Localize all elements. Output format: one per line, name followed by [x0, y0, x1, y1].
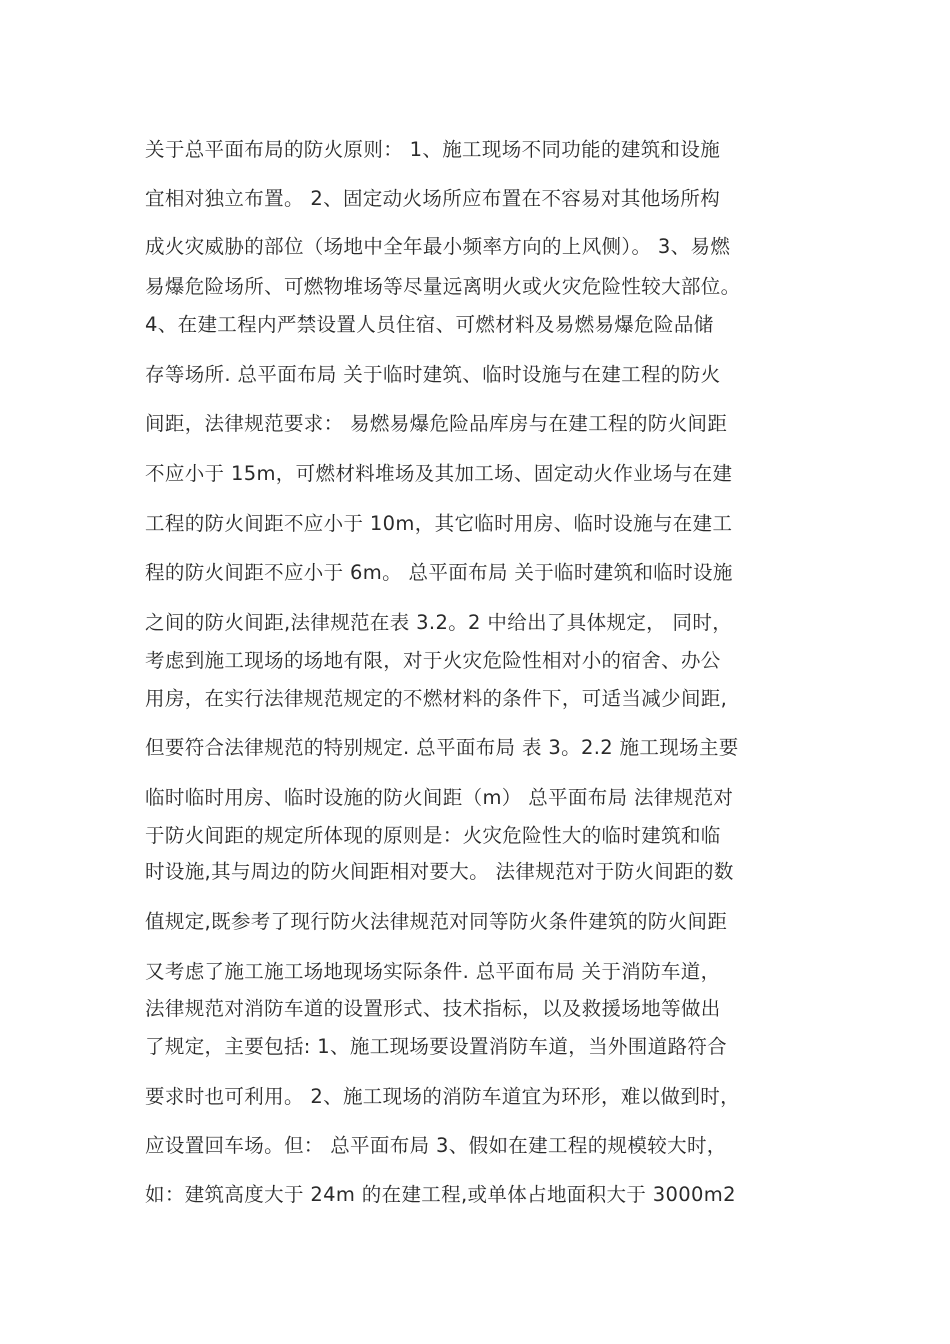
- text-line: 4、在建工程内严禁设置人员住宿、可燃材料及易燃易爆危险品储: [145, 313, 714, 336]
- text-line: 存等场所. 总平面布局 关于临时建筑、临时设施与在建工程的防火: [145, 363, 721, 386]
- text-line: 考虑到施工现场的场地有限，对于火灾危险性相对小的宿舍、办公: [145, 649, 721, 672]
- text-line: 易爆危险场所、可燃物堆场等尽量远离明火或火灾危险性较大部位。: [145, 275, 741, 298]
- text-line: 成火灾威胁的部位（场地中全年最小频率方向的上风侧）。 3、易燃: [145, 235, 731, 258]
- text-line: 法律规范对消防车道的设置形式、技术指标，以及救援场地等做出: [145, 997, 721, 1020]
- text-line: 临时临时用房、临时设施的防火间距（m） 总平面布局 法律规范对: [145, 786, 734, 809]
- text-line: 于防火间距的规定所体现的原则是：火灾危险性大的临时建筑和临: [145, 824, 721, 847]
- text-line: 但要符合法律规范的特别规定. 总平面布局 表 3。2.2 施工现场主要: [145, 736, 739, 759]
- text-line: 工程的防火间距不应小于 10m，其它临时用房、临时设施与在建工: [145, 512, 733, 535]
- text-line: 值规定,既参考了现行防火法律规范对同等防火条件建筑的防火间距: [145, 910, 728, 933]
- text-line: 如：建筑高度大于 24m 的在建工程,或单体占地面积大于 3000m2: [145, 1183, 736, 1206]
- text-line: 又考虑了施工施工场地现场实际条件. 总平面布局 关于消防车道，: [145, 960, 721, 983]
- text-line: 要求时也可利用。 2、施工现场的消防车道宜为环形，难以做到时，: [145, 1085, 740, 1108]
- text-line: 之间的防火间距,法律规范在表 3.2。2 中给出了具体规定， 同时，: [145, 611, 733, 634]
- text-line: 程的防火间距不应小于 6m。 总平面布局 关于临时建筑和临时设施: [145, 561, 733, 584]
- text-line: 了规定，主要包括: 1、施工现场要设置消防车道，当外围道路符合: [145, 1035, 728, 1058]
- text-line: 不应小于 15m，可燃材料堆场及其加工场、固定动火作业场与在建: [145, 462, 733, 485]
- text-line: 应设置回车场。但： 总平面布局 3、假如在建工程的规模较大时，: [145, 1134, 727, 1157]
- text-line: 宜相对独立布置。 2、固定动火场所应布置在不容易对其他场所构: [145, 187, 721, 210]
- text-line: 间距，法律规范要求： 易燃易爆危险品库房与在建工程的防火间距: [145, 412, 728, 435]
- text-line: 关于总平面布局的防火原则： 1、施工现场不同功能的建筑和设施: [145, 138, 721, 161]
- text-line: 用房，在实行法律规范规定的不燃材料的条件下，可适当减少间距,: [145, 687, 728, 710]
- text-line: 时设施,其与周边的防火间距相对要大。 法律规范对于防火间距的数: [145, 860, 734, 883]
